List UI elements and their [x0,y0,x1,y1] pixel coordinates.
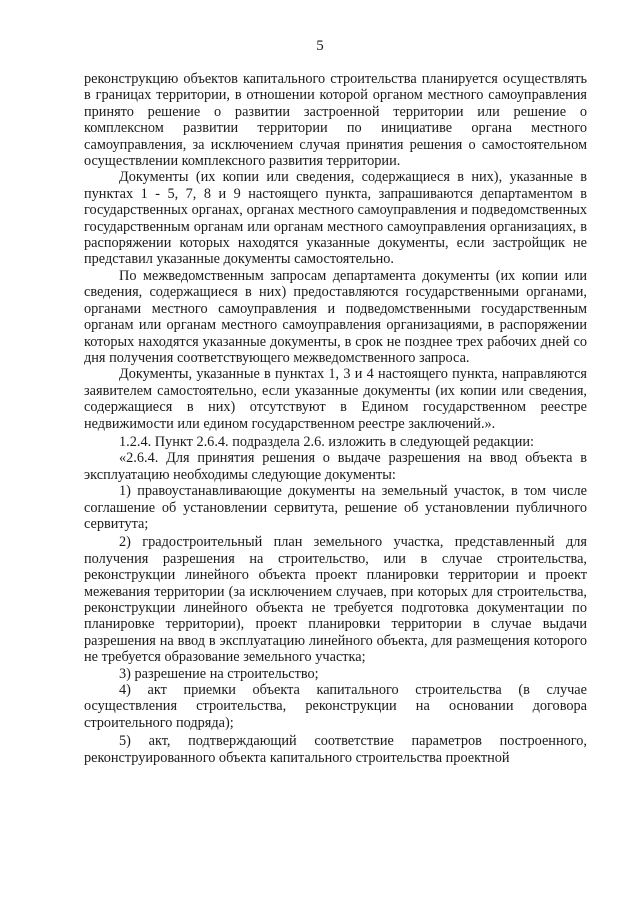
paragraph-clause-intro: «2.6.4. Для принятия решения о выдаче разрешения на ввод объекта в эксплуатацию необходимы следующие документы: [84,450,587,483]
paragraph-continuation: реконструкцию объектов капитального строительства планируется осуществлять в границах территории, в отношении которой органом местного самоуправления принято решение о развитии застроенной территории или решение о комплексном развитии территории по инициативе органа местного самоуправления, за исключением случая принятия решения о самостоятельном осуществлении комплексного развития территории. [84,71,587,170]
paragraph-interagency-requests: По межведомственным запросам департамента документы (их копии или сведения, содержащиеся в них) предоставляются государственными органами, органами местного самоуправления и подведомственными государственным органам или органам местного самоуправления организациями, в распоряжении которых находятся указанные документы, в срок не позднее трех рабочих дней со дня получения соответствующего межведомственного запроса. [84,267,587,366]
list-item-3: 3) разрешение на строительство; [119,665,319,682]
page-number: 5 [316,38,324,54]
paragraph-documents-submitted: Документы, указанные в пунктах 1, 3 и 4 настоящего пункта, направляются заявителем самостоятельно, если указанные документы (их копии или сведения, содержащиеся в них) отсутствуют в Едином государственном реестре недвижимости или едином государственном реестре заключений.». [84,366,587,432]
list-item-4: 4) акт приемки объекта капитального строительства (в случае осуществления строительства, реконструкции на основании договора строительного подряда); [84,682,587,731]
list-item-5: 5) акт, подтверждающий соответствие параметров построенного, реконструированного объекта капитального строительства проектной [84,733,587,766]
document-body [84,71,587,766]
paragraph-amendment-heading: 1.2.4. Пункт 2.6.4. подраздела 2.6. изложить в следующей редакции: [119,433,534,450]
list-item-2: 2) градостроительный план земельного участка, представленный для получения разрешения на строительство, или в случае строительства, реконструкции линейного объекта проект планировки территории и проект межевания территории (за исключением случаев, при которых для строительства, реконструкции линейного объекта не требуется подготовка документации по планировке территории), проект планировки территории в случае выдачи разрешения на ввод в эксплуатацию линейного объекта, для размещения которого не требуется образование земельного участка; [84,534,587,666]
paragraph-documents-requested: Документы (их копии или сведения, содержащиеся в них), указанные в пунктах 1 - 5, 7, 8 и 9 настоящего пункта, запрашиваются департаментом в государственных органах, органах местного самоуправления и подведомственных государственным органам или органам местного самоуправления организациях, в распоряжении которых находятся указанные документы, если застройщик не представил указанные документы самостоятельно. [84,169,587,268]
list-item-1: 1) правоустанавливающие документы на земельный участок, в том числе соглашение об установлении сервитута, решение об установлении публичного сервитута; [84,483,587,532]
